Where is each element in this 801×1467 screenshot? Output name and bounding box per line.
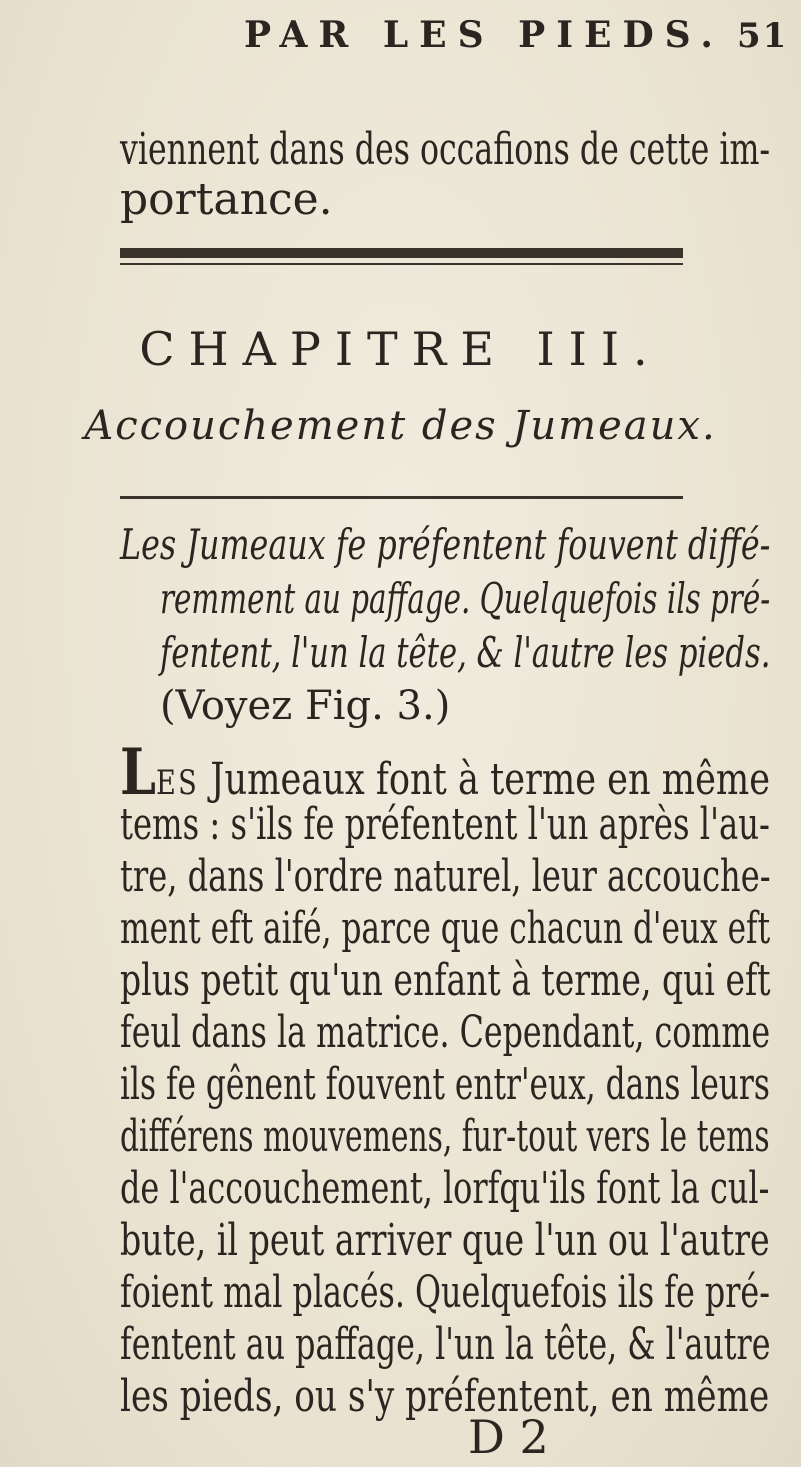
chapter-subtitle: Accouchement des Jumeaux. — [84, 403, 717, 449]
first-line-text: Jumeaux font à terme en même — [199, 754, 771, 805]
body-line: ils fe gênent fouvent entr'eux, dans leurs — [120, 1059, 770, 1110]
body-line: feul dans la matrice. Cependant, comme — [120, 1007, 771, 1058]
section-rule — [120, 496, 683, 499]
body-line: ment eft aifé, parce que chacun d'eux eft — [120, 903, 771, 954]
body-line: foient mal placés. Quelquefois ils fe pré- — [120, 1267, 770, 1318]
summary-line: (Voyez Fig. 3.) — [160, 683, 451, 729]
summary-line: Les Jumeaux fe préfentent fouvent diffé- — [120, 520, 771, 569]
text-line: viennent dans des occafions de cette im- — [120, 124, 771, 175]
body-line: les pieds, ou s'y préfentent, en même — [120, 1371, 770, 1422]
page-number: 51 — [737, 16, 789, 56]
running-head-title: PAR LES PIEDS. — [244, 14, 724, 56]
drop-cap: L — [120, 735, 156, 810]
signature-mark: D 2 — [468, 1410, 549, 1464]
summary-line: remment au paffage. Quelquefois ils pré- — [160, 574, 771, 623]
body-line: tre, dans l'ordre naturel, leur accouche- — [120, 851, 771, 902]
summary-line: fentent, l'un la tête, & l'autre les pieds. — [160, 628, 771, 677]
chapter-heading: CHAPITRE III. — [139, 322, 662, 376]
text-line: portance. — [120, 174, 333, 225]
ornamental-rule-thin — [120, 263, 683, 265]
body-line: différens mouvemens, fur-tout vers le tems — [120, 1111, 770, 1162]
body-line: de l'accouchement, lorfqu'ils font la cul- — [120, 1163, 770, 1214]
body-line: tems : s'ils fe préfentent l'un après l'au- — [120, 799, 770, 850]
ornamental-rule-thick — [120, 248, 683, 258]
body-line: bute, il peut arriver que l'un ou l'autre — [120, 1215, 770, 1266]
running-head — [0, 12, 801, 62]
body-line: plus petit qu'un enfant à terme, qui eft — [120, 955, 771, 1006]
small-caps-text: ES — [155, 763, 200, 803]
body-line: fentent au paffage, l'un la tête, & l'autre — [120, 1319, 771, 1370]
